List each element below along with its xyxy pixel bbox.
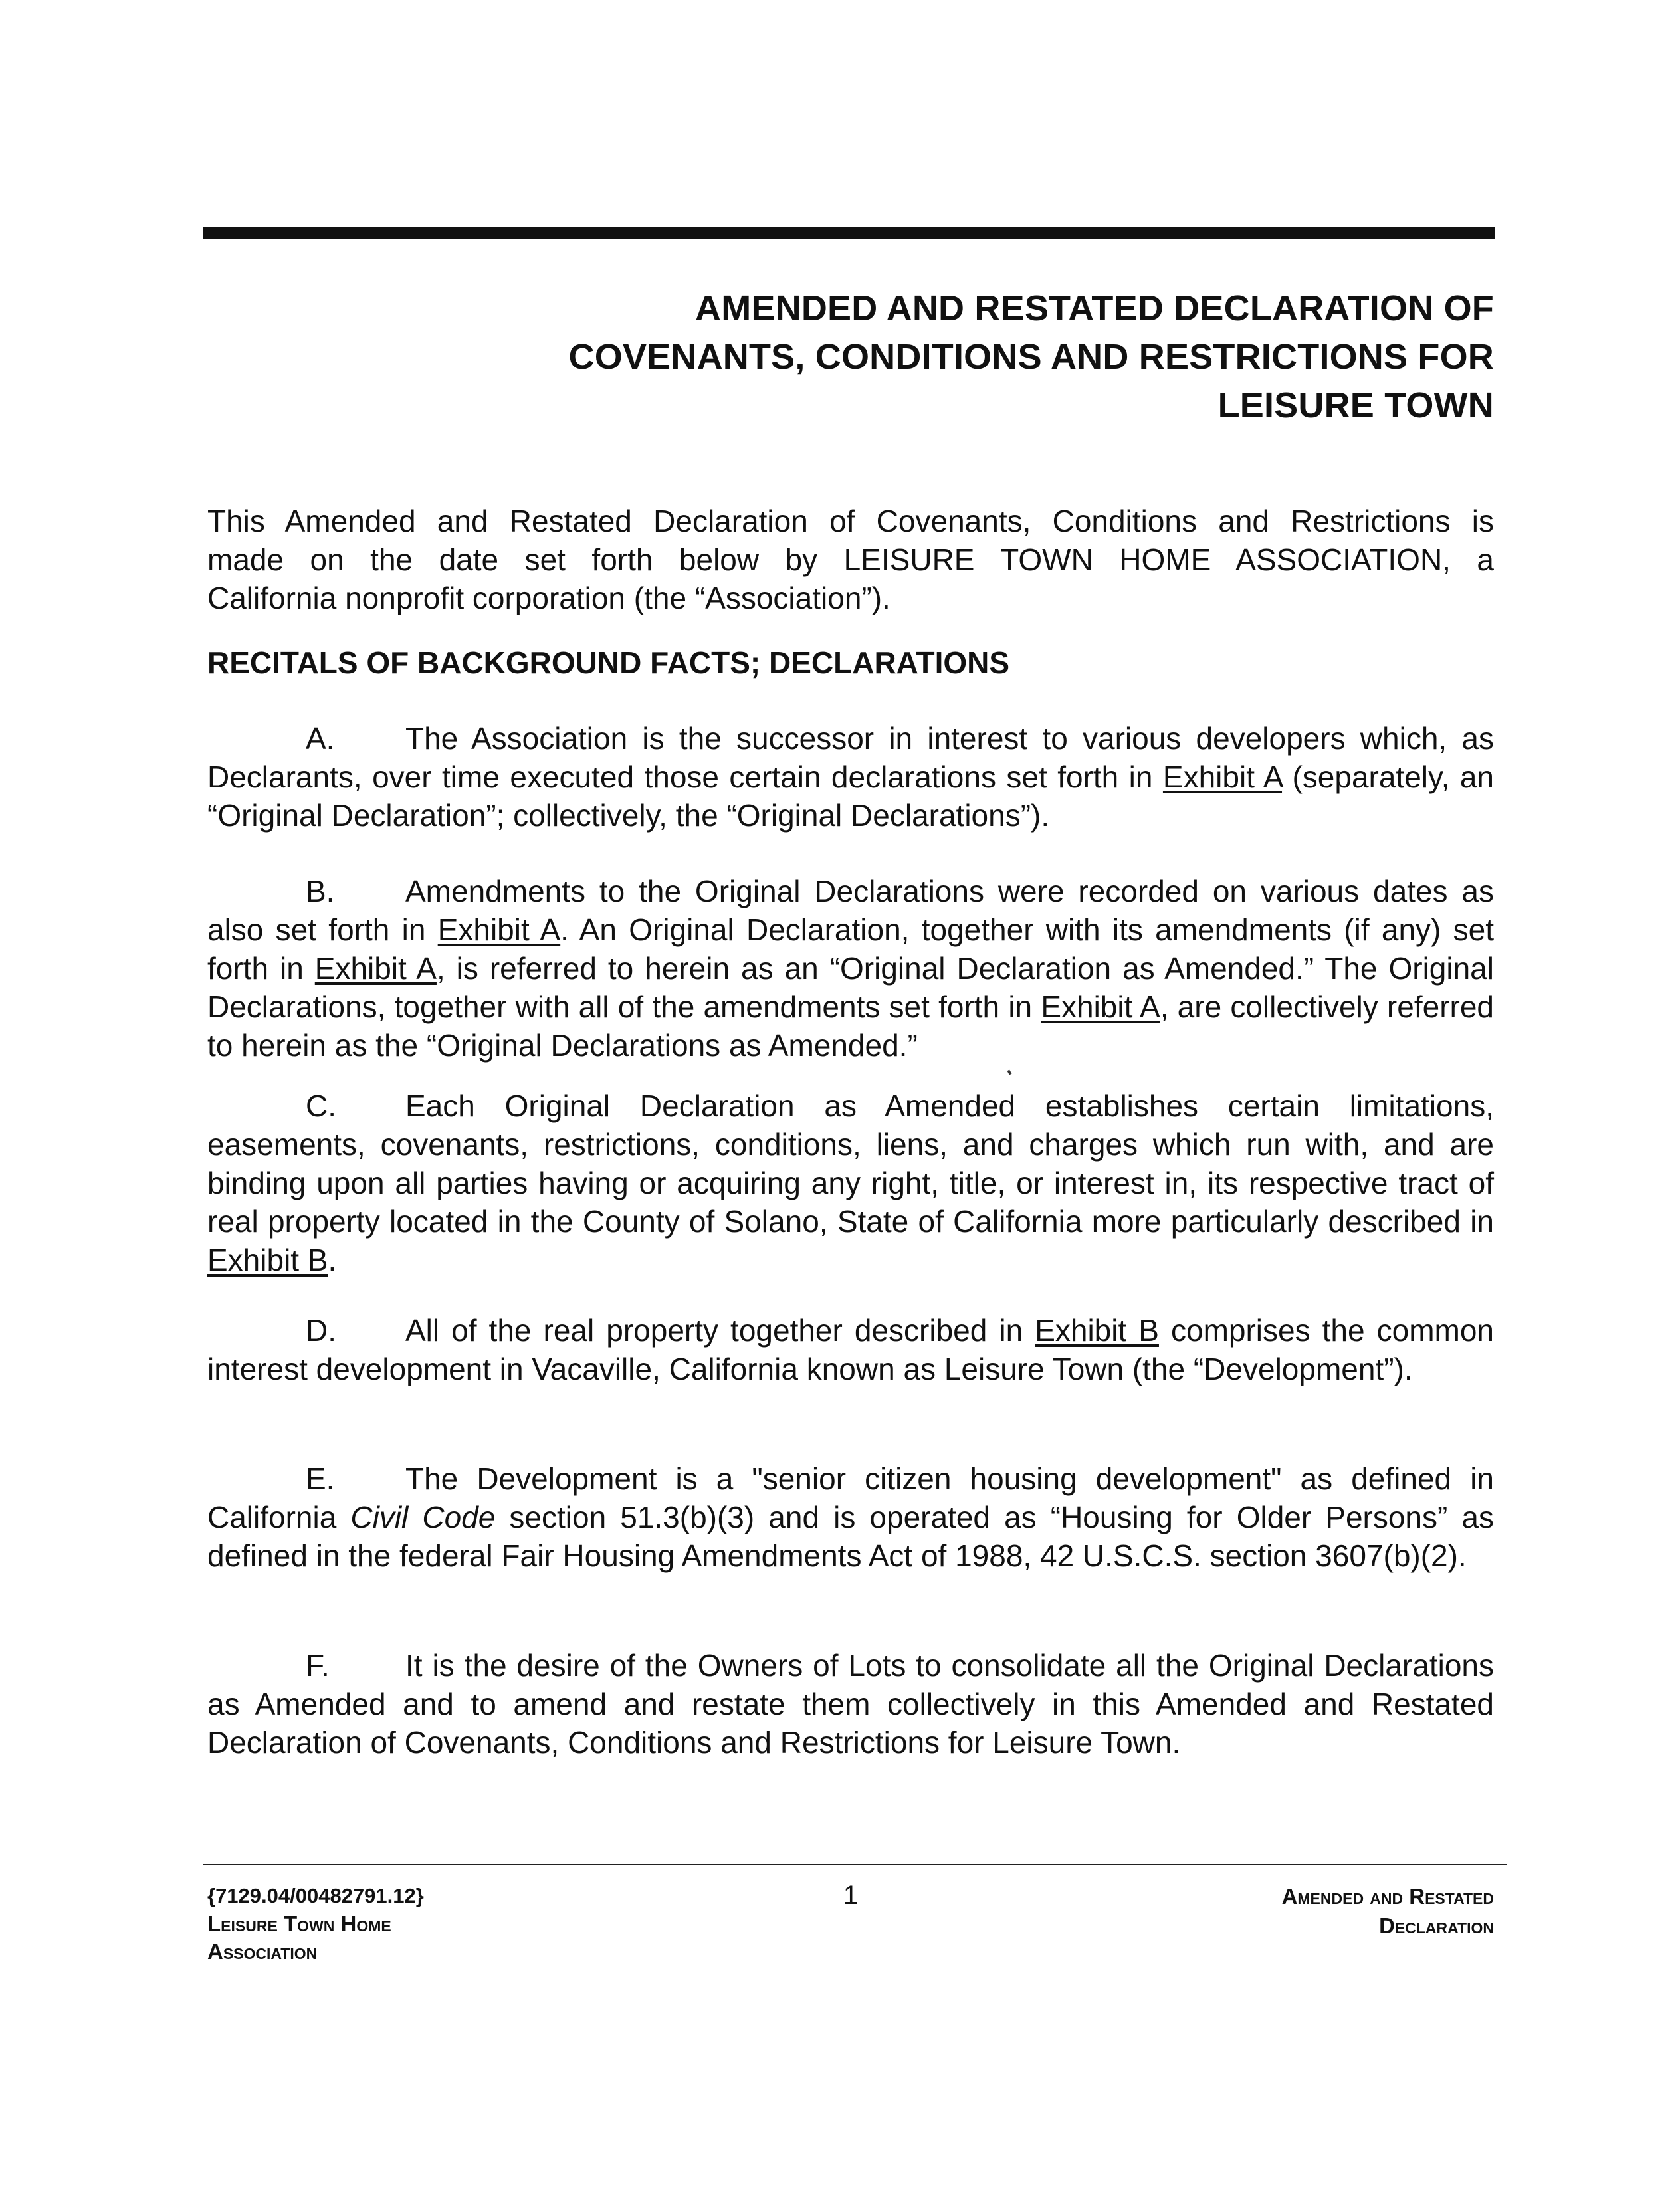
recital-d [207,1311,1494,1388]
recital-text: Amendments to the Original Declarations were recorded on various dates as also set forth in [207,874,1494,947]
recitals-heading: RECITALS OF BACKGROUND FACTS; DECLARATIONS [207,645,1010,680]
footer-doc-code: {7129.04/00482791.12} [207,1884,424,1907]
footer-rule [203,1864,1507,1865]
footer-right [1282,1882,1494,1941]
recital-letter: D. [306,1313,336,1348]
top-rule [203,227,1495,239]
recital-letter: A. [306,721,335,756]
exhibit-reference: Exhibit A [1162,760,1283,794]
title-line-2: COVENANTS, CONDITIONS AND RESTRICTIONS FOR [568,337,1494,377]
recital-text: comprises the common interest development in Vacaville, California known as Leisure Town (the “Development”). [207,1313,1494,1386]
recital-text: . [328,1243,337,1277]
recital-text: It is the desire of the Owners of Lots to consolidate all the Original Declarations as Amended and to amend and restate them collectively in this Amended and Restated Declaration of Covenants, Conditions and Restrictions for Leisure Town. [207,1648,1494,1760]
civil-code-italic: Civil Code [350,1500,496,1534]
exhibit-reference: Exhibit A [437,912,561,947]
intro-line-2: made on the date set forth below by LEISURE TOWN HOME ASSOCIATION, a [207,542,1494,577]
recital-c [207,1087,1494,1279]
recital-text: (separately, an “Original Declaration”; collectively, the “Original Declarations”). [207,760,1494,833]
recital-a [207,719,1494,835]
title-line-3: LEISURE TOWN [1217,385,1494,425]
recital-e [207,1459,1494,1575]
recital-letter: F. [306,1648,330,1683]
page-number: 1 [843,1881,859,1910]
intro-paragraph [207,502,1494,617]
footer-title-line-2: Declaration [1379,1913,1494,1938]
footer-left [207,1882,424,1966]
recital-text: Each Original Declaration as Amended establishes certain limitations, easements, covenants, restrictions, conditions, liens, and charges which run with, and are binding upon all parties having or acquiring any right, title, or interest in, its respective tract of real property located in the County of Solano, State of California more particularly described in [207,1089,1494,1239]
intro-line-1: This Amended and Restated Declaration of Covenants, Conditions and Restrictions is [207,504,1494,538]
exhibit-reference: Exhibit B [1035,1313,1159,1348]
footer-association-line-2: Association [207,1939,318,1964]
intro-line-3: California nonprofit corporation (the “Association”). [207,581,891,615]
document-title [203,284,1494,430]
recital-text: The Development is a "senior citizen housing development" as defined in California [207,1461,1494,1534]
recital-text: , are collectively referred to herein as the “Original Declarations as Amended.” [207,990,1494,1063]
recital-letter: C. [306,1089,336,1123]
recital-text: All of the real property together described in [405,1313,1035,1348]
title-line-1: AMENDED AND RESTATED DECLARATION OF [695,288,1494,328]
scan-speck [1007,1069,1012,1075]
recital-text: . An Original Declaration, together with its amendments (if any) set forth in [207,912,1495,986]
footer-title-line-1: Amended and Restated [1281,1884,1494,1909]
recital-f [207,1646,1494,1762]
recital-text: , is referred to herein as an “Original Declaration as Amended.” The Original Declarations, together with all of the amendments set forth in [207,951,1494,1024]
recital-text: The Association is the successor in interest to various developers which, as Declarants, over time executed those certain declarations set forth in [207,721,1494,794]
recital-b [207,872,1494,1065]
recital-text: section 51.3(b)(3) and is operated as “Housing for Older Persons” as defined in the federal Fair Housing Amendments Act of 1988, 42 U.S.C.S. section 3607(b)(2). [207,1500,1494,1573]
exhibit-reference: Exhibit A [1041,990,1160,1024]
recital-letter: B. [306,874,335,908]
exhibit-reference: Exhibit B [207,1243,328,1277]
footer-association-line-1: Leisure Town Home [207,1911,391,1936]
exhibit-reference: Exhibit A [314,951,437,986]
recital-letter: E. [306,1461,335,1496]
